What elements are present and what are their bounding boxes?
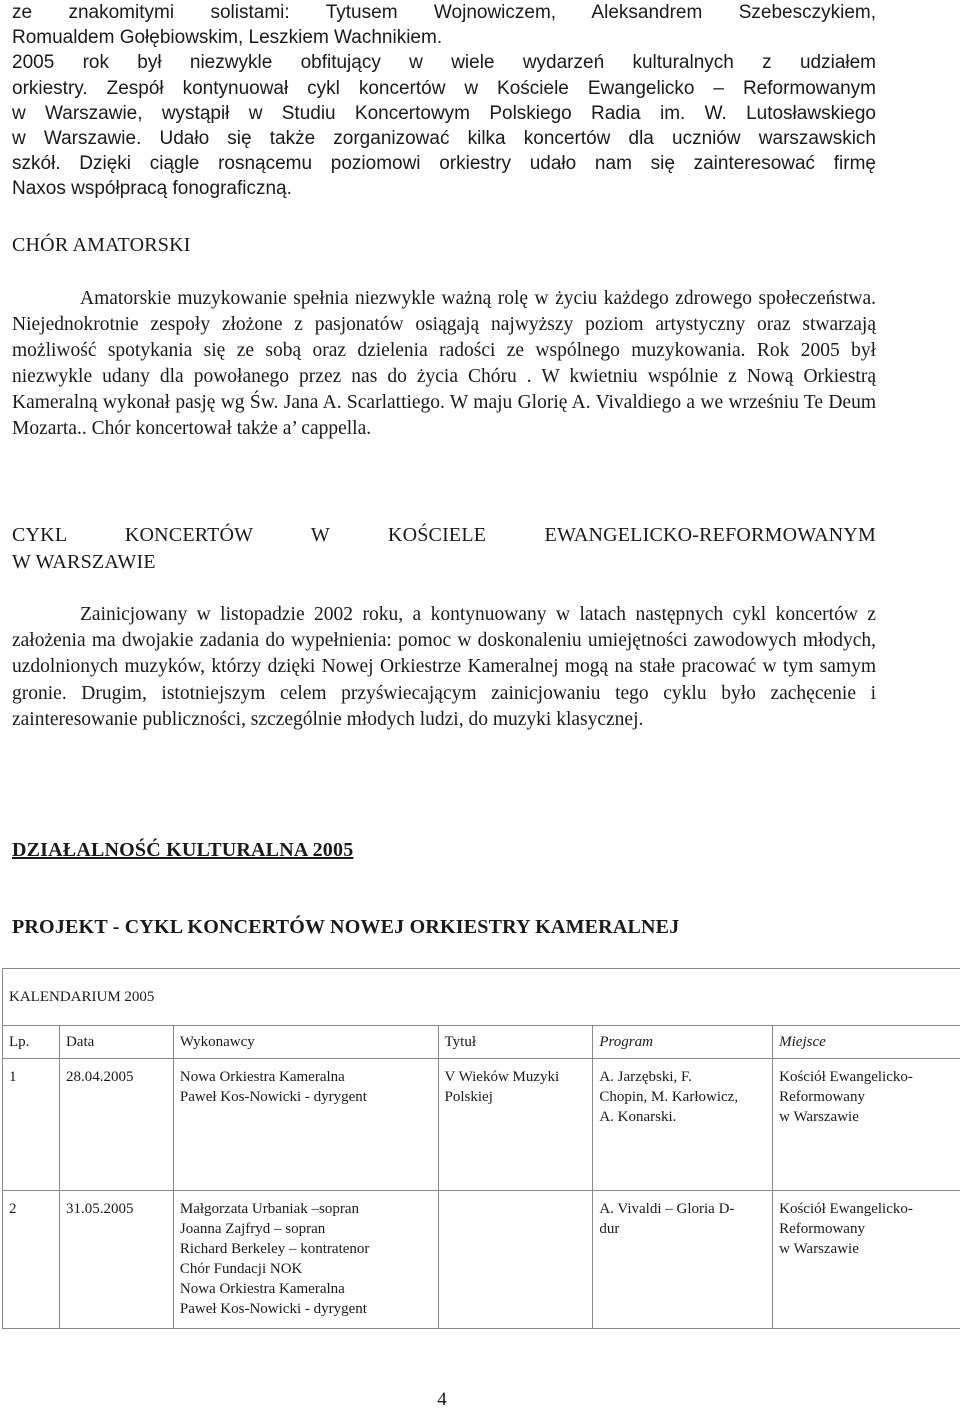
intro-line: Romualdem Gołębiowskim, Leszkiem Wachnikiem. — [12, 25, 876, 50]
program-line: dur — [599, 1219, 766, 1239]
intro-line: szkół. Dzięki ciągle rosnącemu poziomowi orkiestry udało nam się zainteresować firmę — [12, 151, 876, 176]
place-line: Reformowany — [779, 1087, 960, 1107]
place-line: Kościół Ewangelicko- — [779, 1199, 960, 1219]
cycle-heading-line: W WARSZAWIE — [12, 549, 876, 576]
program-line: A. Vivaldi – Gloria D- — [599, 1199, 766, 1219]
header-cell: Wykonawcy — [173, 1026, 438, 1059]
performer-line: Richard Berkeley – kontratenor — [180, 1239, 432, 1259]
cycle-heading — [12, 522, 876, 576]
choir-paragraph: Amatorskie muzykowanie spełnia niezwykle ważną rolę w życiu każdego zdrowego społeczeństwa. Niejednokrotnie zespoły złożone z pasjonatów osiągają najwyższy poziom artystyczny oraz stwarzają możliwość spotykania się ze sobą oraz dzielenia radości ze wspólnego muzykowania. Rok 2005 był niezwykle udany dla powołanego przez nas do życia Chóru . W kwietniu wspólnie z Nową Orkiestrą Kameralną wykonał pasję wg Św. Jana A. Scarlattiego. W maju Glorię A. Vivaldiego a we wrześniu Te Deum Mozarta.. Chór koncertował także a’ cappella. — [12, 286, 876, 442]
table-row — [3, 1191, 960, 1329]
performer-line: Paweł Kos-Nowicki - dyrygent — [180, 1299, 432, 1319]
cell-program — [593, 1059, 773, 1191]
intro-line: Naxos współpracą fonograficzną. — [12, 176, 876, 201]
header-cell: Data — [59, 1026, 173, 1059]
title-line: V Wieków Muzyki — [445, 1067, 587, 1087]
place-line: w Warszawie — [779, 1239, 960, 1259]
calendar-title: KALENDARIUM 2005 — [3, 969, 960, 1026]
cell-date: 28.04.2005 — [59, 1059, 173, 1191]
header-cell: Miejsce — [773, 1026, 960, 1059]
cell-title — [438, 1191, 593, 1329]
program-line: A. Konarski. — [599, 1107, 766, 1127]
header-cell: Lp. — [3, 1026, 60, 1059]
place-line: w Warszawie — [779, 1107, 960, 1127]
calendar-title-row — [3, 969, 960, 1026]
cell-title — [438, 1059, 593, 1191]
performer-line: Małgorzata Urbaniak –sopran — [180, 1199, 432, 1219]
cycle-paragraph: Zainicjowany w listopadzie 2002 roku, a kontynuowany w latach następnych cykl koncertów z założenia ma dwojakie zadania do wypełnienia: pomoc w doskonaleniu umiejętności zawodowych młodych, uzdolnionych muzyków, którzy dzięki Nowej Orkiestrze Kameralnej mogą na stałe pracować w tym samym gronie. Drugim, istotniejszym celem przyświecającym zainicjowaniu tego cyklu było zachęcenie i zainteresowanie publiczności, szczególnie młodych ludzi, do muzyki klasycznej. — [12, 602, 876, 733]
place-line: Kościół Ewangelicko- — [779, 1067, 960, 1087]
calendar-header-row — [3, 1026, 960, 1059]
cell-program — [593, 1191, 773, 1329]
title-line: Polskiej — [445, 1087, 587, 1107]
place-line: Reformowany — [779, 1219, 960, 1239]
performer-line: Joanna Zajfryd – sopran — [180, 1219, 432, 1239]
project-heading: PROJEKT - CYKL KONCERTÓW NOWEJ ORKIESTRY KAMERALNEJ — [12, 916, 679, 939]
cell-lp: 2 — [3, 1191, 60, 1329]
activity-heading: DZIAŁALNOŚĆ KULTURALNA 2005 — [12, 839, 353, 862]
program-line: Chopin, M. Karłowicz, — [599, 1087, 766, 1107]
table-row — [3, 1059, 960, 1191]
intro-paragraph — [12, 0, 876, 202]
cell-performers — [173, 1059, 438, 1191]
page-number: 4 — [0, 1389, 884, 1411]
cycle-heading-line: CYKL KONCERTÓW W KOŚCIELE EWANGELICKO-REFORMOWANYM — [12, 522, 876, 549]
performer-line: Paweł Kos-Nowicki - dyrygent — [180, 1087, 432, 1107]
performer-line: Chór Fundacji NOK — [180, 1259, 432, 1279]
cell-lp: 1 — [3, 1059, 60, 1191]
header-cell: Program — [593, 1026, 773, 1059]
intro-line: 2005 rok był niezwykle obfitujący w wiele wydarzeń kulturalnych z udziałem — [12, 50, 876, 75]
cell-date: 31.05.2005 — [59, 1191, 173, 1329]
cell-place — [773, 1191, 960, 1329]
performer-line: Nowa Orkiestra Kameralna — [180, 1067, 432, 1087]
cell-place — [773, 1059, 960, 1191]
intro-line: w Warszawie. Udało się także zorganizować kilka koncertów dla uczniów warszawskich — [12, 126, 876, 151]
cell-performers — [173, 1191, 438, 1329]
intro-line: ze znakomitymi solistami: Tytusem Wojnowiczem, Aleksandrem Szebesczykiem, — [12, 0, 876, 25]
calendar-table — [2, 968, 960, 1329]
performer-line: Nowa Orkiestra Kameralna — [180, 1279, 432, 1299]
choir-heading: CHÓR AMATORSKI — [12, 234, 191, 257]
program-line: A. Jarzębski, F. — [599, 1067, 766, 1087]
intro-line: orkiestry. Zespół kontynuował cykl koncertów w Kościele Ewangelicko – Reformowanym — [12, 76, 876, 101]
header-cell: Tytuł — [438, 1026, 593, 1059]
intro-line: w Warszawie, wystąpił w Studiu Koncertowym Polskiego Radia im. W. Lutosławskiego — [12, 101, 876, 126]
